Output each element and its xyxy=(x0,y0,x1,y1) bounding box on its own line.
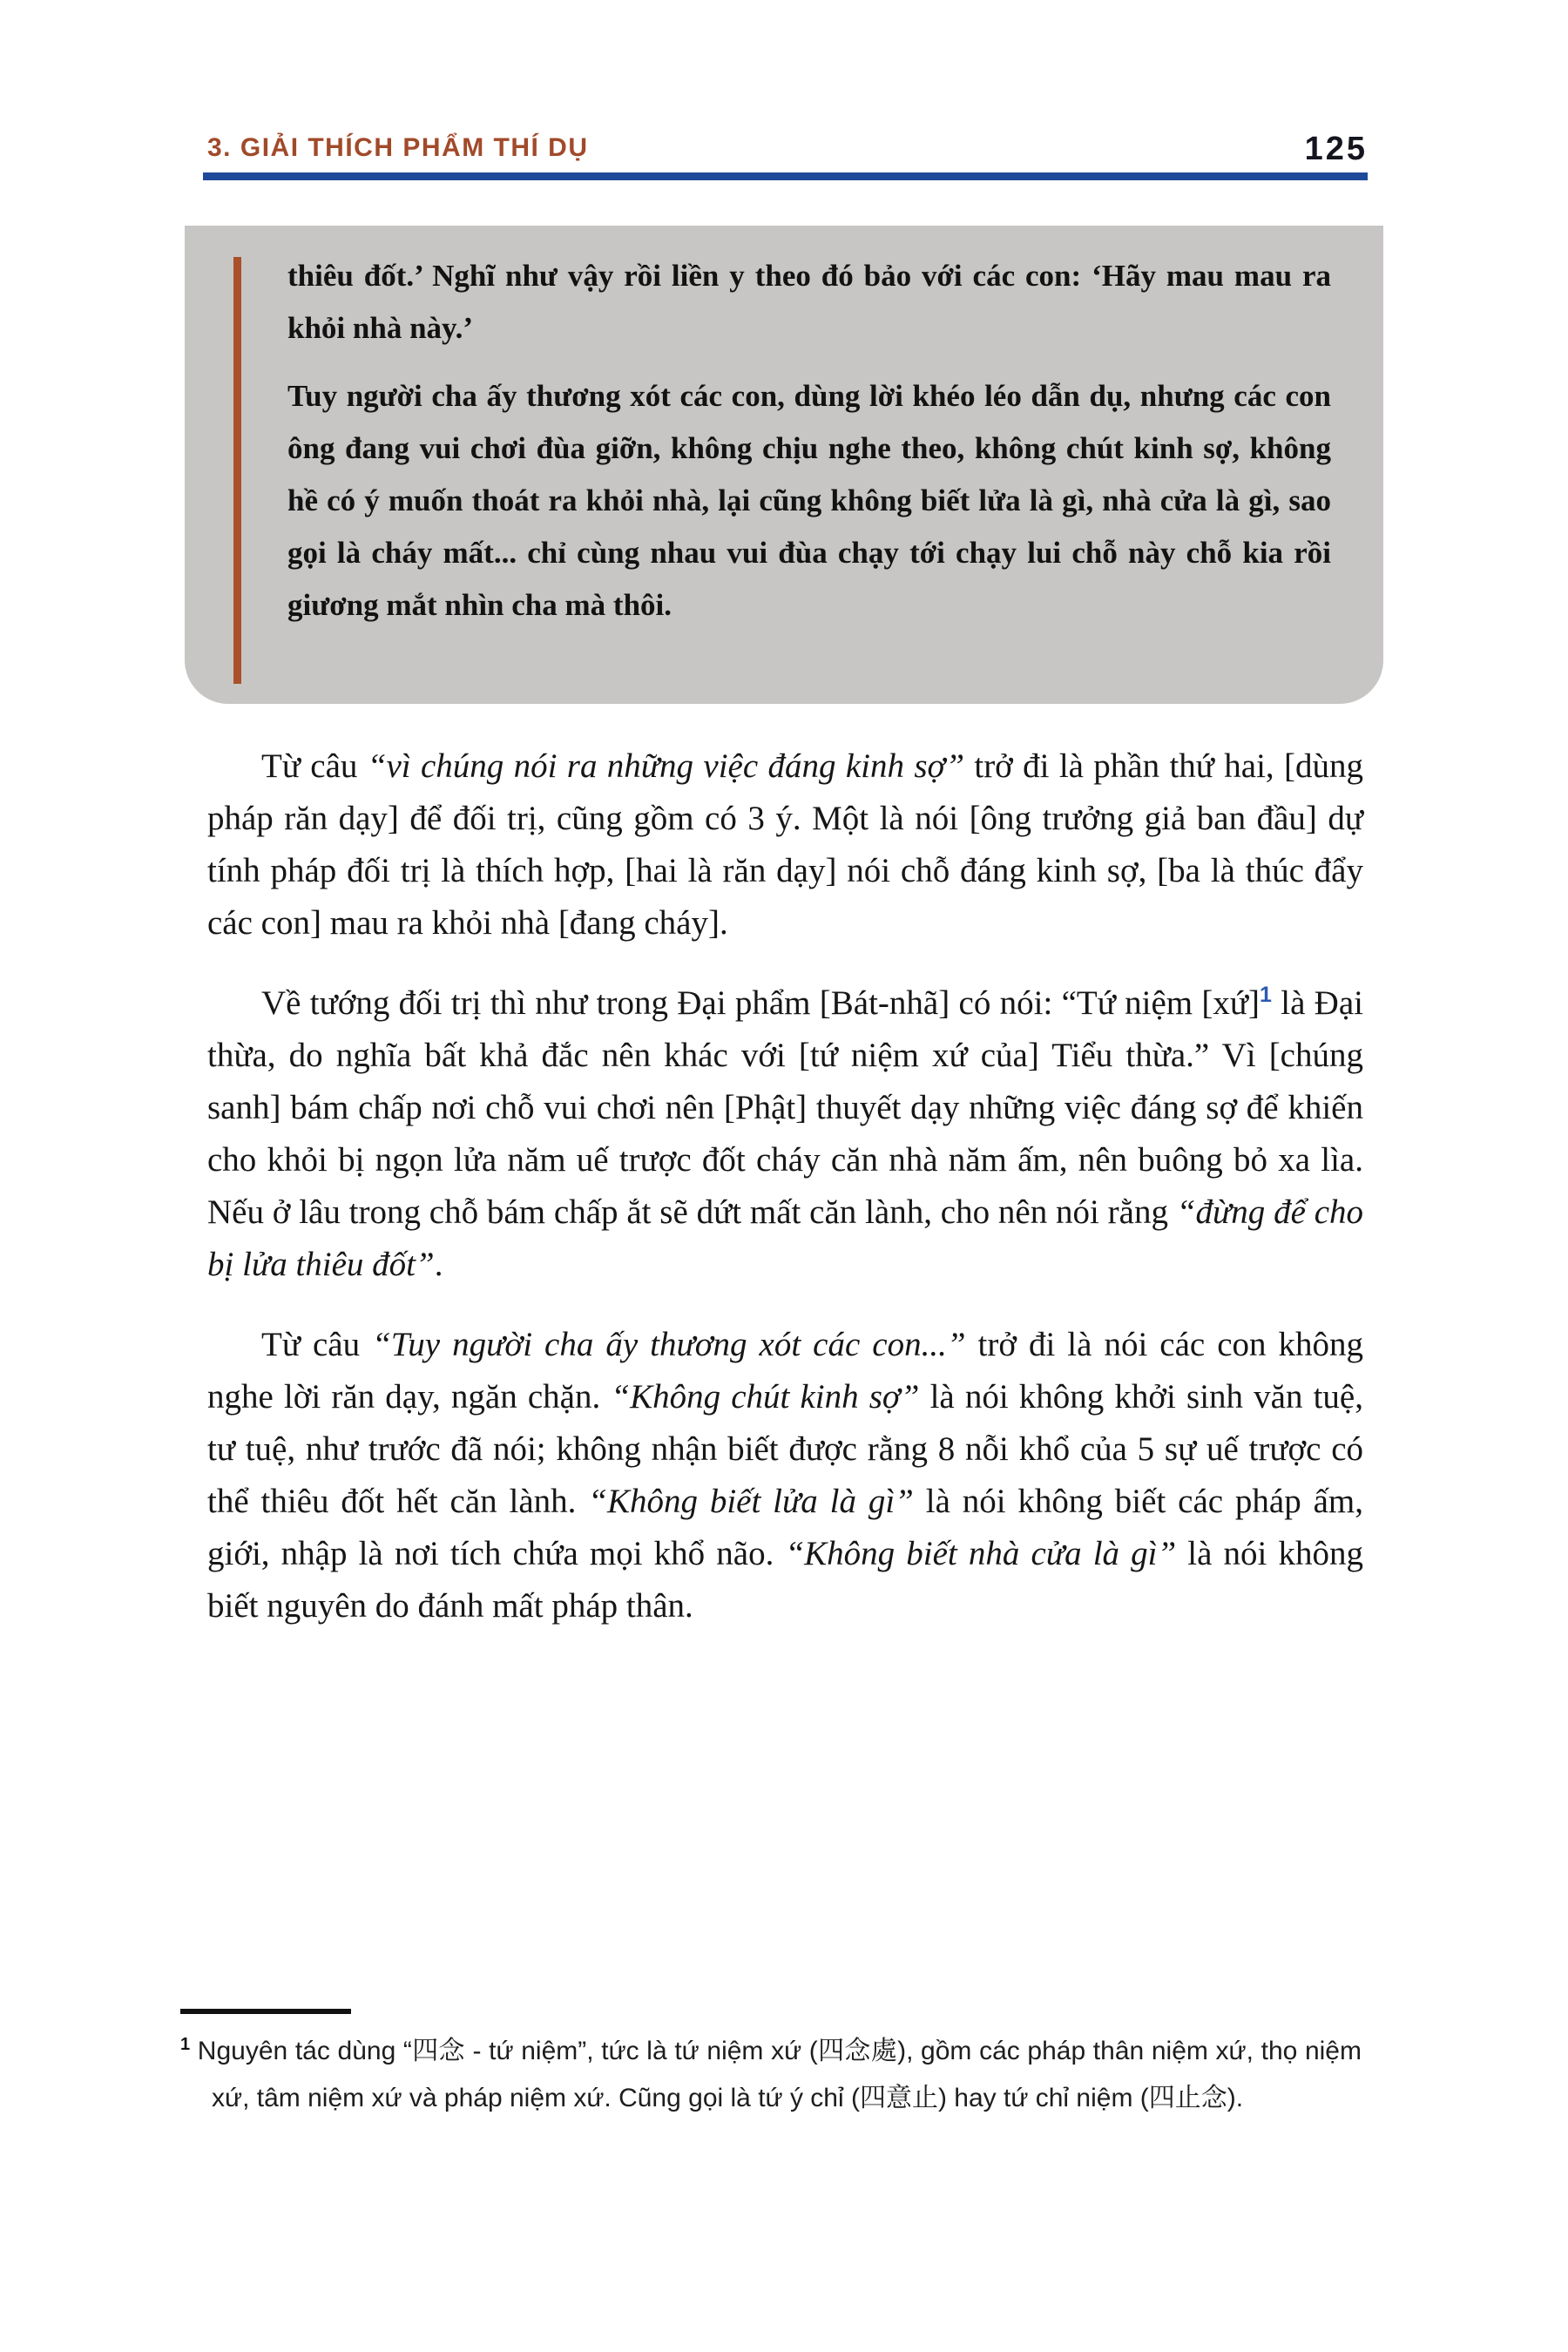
text-run: là nói không biết nguyên do đánh mất pháp thân. xyxy=(207,1535,1363,1625)
text-run: Từ câu xyxy=(261,747,368,785)
footnote-separator xyxy=(180,2009,351,2014)
text-run: là nói không biết các pháp ấm, giới, nhập là nơi tích chứa mọi khổ não. xyxy=(207,1483,1363,1572)
quote-paragraph: thiêu đốt.’ Nghĩ như vậy rồi liền y theo đó bảo với các con: ‘Hãy mau mau ra khỏi nhà này.’ xyxy=(287,259,1331,345)
text-run: là Đại thừa, do nghĩa bất khả đắc nên khác với [tứ niệm xứ của] Tiểu thừa.” Vì [chúng sanh] bám chấp nơi chỗ vui chơi nên [Phật] thuyết dạy những việc đáng sợ để khiến cho khỏi bị ngọn lửa năm uế trược đốt cháy căn nhà năm ấm, nên buông bỏ xa lìa. Nếu ở lâu trong chỗ bám chấp ắt sẽ dứt mất căn lành, cho nên nói rằng xyxy=(207,984,1363,1231)
body-paragraph xyxy=(207,1319,1363,1632)
quote-accent-bar xyxy=(233,257,241,684)
footnote-marker: 1 xyxy=(180,2035,191,2054)
quoted-phrase: “Không biết nhà cửa là gì” xyxy=(785,1535,1177,1572)
quoted-phrase: “Tuy người cha ấy thương xót các con...” xyxy=(372,1326,966,1363)
text-run: là nói không khởi sinh văn tuệ, tư tuệ, như trước đã nói; không nhận biết được rằng 8 nỗi khổ của 5 sự uế trược có thể thiêu đốt hết căn lành. xyxy=(207,1378,1363,1520)
page-number: 125 xyxy=(1304,131,1368,167)
quoted-phrase: “đừng để cho bị lửa thiêu đốt” xyxy=(207,1193,1363,1283)
body-paragraph xyxy=(207,977,1363,1291)
footnote-section xyxy=(180,2009,1368,2122)
page-header xyxy=(207,131,1368,168)
quote-paragraph: Tuy người cha ấy thương xót các con, dùng lời khéo léo dẫn dụ, nhưng các con ông đang vui chơi đùa giỡn, không chịu nghe theo, không chút kinh sợ, không hề có ý muốn thoát ra khỏi nhà, lại cũng không biết lửa là gì, nhà cửa là gì, sao gọi là cháy mất... chỉ cùng nhau vui đùa chạy tới chạy lui chỗ này chỗ kia rồi giương mắt nhìn cha mà thôi. xyxy=(287,379,1331,622)
quoted-phrase: “Không biết lửa là gì” xyxy=(588,1483,914,1520)
body-paragraphs xyxy=(207,740,1363,1660)
text-run: trở đi là phần thứ hai, [dùng pháp răn dạy] để đối trị, cũng gồm có 3 ý. Một là nói [ông trưởng giả ban đầu] dự tính pháp đối trị là thích hợp, [hai là răn dạy] nói chỗ đáng kinh sợ, [ba là thúc đẩy các con] mau ra khỏi nhà [đang cháy]. xyxy=(207,747,1363,942)
body-paragraph xyxy=(207,740,1363,950)
text-run: . xyxy=(434,1246,443,1283)
quoted-phrase: “Không chút kinh sợ” xyxy=(611,1378,920,1416)
scripture-quote-block xyxy=(185,226,1383,704)
footnote-text xyxy=(180,2028,1362,2122)
text-run: Từ câu xyxy=(261,1326,373,1363)
text-run: Về tướng đối trị thì như trong Đại phẩm [Bát-nhã] có nói: “Tứ niệm [xứ] xyxy=(261,984,1260,1022)
quoted-phrase: “vì chúng nói ra những việc đáng kinh sợ” xyxy=(367,747,965,785)
section-title: 3. GIẢI THÍCH PHẨM THÍ DỤ xyxy=(207,133,589,162)
header-rule xyxy=(203,172,1368,180)
quote-paragraphs xyxy=(287,250,1331,632)
footnote-body: Nguyên tác dùng “四念 - tứ niệm”, tức là tứ niệm xứ (四念處), gồm các pháp thân niệm xứ, thọ niệm xứ, tâm niệm xứ và pháp niệm xứ. Cũng gọi là tứ ý chỉ (四意止) hay tứ chỉ niệm (四止念). xyxy=(190,2037,1362,2112)
text-run: trở đi là nói các con không nghe lời răn dạy, ngăn chặn. xyxy=(207,1326,1363,1416)
footnote-ref: 1 xyxy=(1260,983,1272,1007)
